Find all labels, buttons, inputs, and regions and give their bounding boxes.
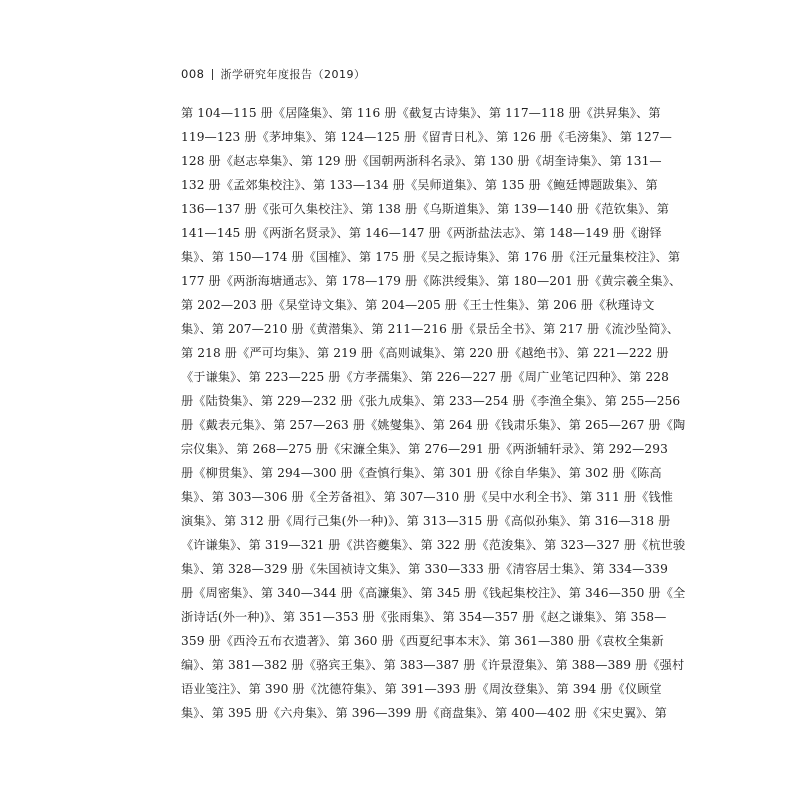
text-line: 册《周密集》、第 340—344 册《高濂集》、第 345 册《钱起集校注》、第 346—350 册《全	[181, 586, 686, 600]
text-line: 集》、第 303—306 册《全芳备祖》、第 307—310 册《吴中水利全书》、第 311 册《钱惟	[181, 490, 673, 504]
text-line: 第 202—203 册《杲堂诗文集》、第 204—205 册《王士性集》、第 206 册《秋瑾诗文	[181, 298, 655, 312]
text-line: 136—137 册《张可久集校注》、第 138 册《乌斯道集》、第 139—140 册《范钦集》、第	[181, 202, 670, 216]
text-line: 128 册《赵志皋集》、第 129 册《国朝两浙科名录》、第 130 册《胡奎诗集》、第 131—	[181, 154, 662, 168]
text-line: 册《戴表元集》、第 257—263 册《姚燮集》、第 264 册《钱肃乐集》、第 265—267 册《陶	[181, 418, 686, 432]
page-number: 008	[181, 67, 205, 81]
running-title: 浙学研究年度报告（2019）	[220, 68, 366, 81]
text-line: 集》、第 207—210 册《黄潜集》、第 211—216 册《景岳全书》、第 217 册《流沙坠简》、	[181, 322, 680, 336]
text-line: 编》、第 381—382 册《骆宾王集》、第 383—387 册《许景澄集》、第 388—389 册《强村	[181, 658, 685, 672]
body-paragraph	[181, 101, 686, 725]
text-line: 第 104—115 册《居隆集》、第 116 册《截复古诗集》、第 117—118 册《洪昇集》、第	[181, 106, 661, 120]
text-line: 集》、第 328—329 册《朱国祯诗文集》、第 330—333 册《清容居士集》、第 334—339	[181, 562, 668, 576]
text-line: 《于谦集》、第 223—225 册《方孝孺集》、第 226—227 册《周广业笔记四种》、第 228	[181, 370, 670, 384]
text-line: 集》、第 395 册《六舟集》、第 396—399 册《商盘集》、第 400—402 册《宋史翼》、第	[181, 706, 667, 720]
text-line: 集》、第 150—174 册《国榷》、第 175 册《吴之振诗集》、第 176 册《汪元量集校注》、第	[181, 250, 681, 264]
text-line: 第 218 册《严可均集》、第 219 册《高则诚集》、第 220 册《越绝书》、第 221—222 册	[181, 346, 669, 360]
text-line: 359 册《西泠五布衣遗著》、第 360 册《西夏纪事本末》、第 361—380 册《袁枚全集新	[181, 634, 664, 648]
text-line: 演集》、第 312 册《周行己集(外一种)》、第 313—315 册《高似孙集》、第 316—318 册	[181, 514, 671, 528]
header-divider	[212, 69, 213, 80]
running-header	[181, 64, 365, 84]
text-line: 119—123 册《茅坤集》、第 124—125 册《留青日札》、第 126 册《毛滂集》、第 127—	[181, 130, 672, 144]
text-line: 册《柳贯集》、第 294—300 册《查慎行集》、第 301 册《徐自华集》、第 302 册《陈高	[181, 466, 662, 480]
text-line: 语业笺注》、第 390 册《沈德符集》、第 391—393 册《周汝登集》、第 394 册《仪顾堂	[181, 682, 662, 696]
text-line: 141—145 册《两浙名贤录》、第 146—147 册《两浙盐法志》、第 148—149 册《谢铎	[181, 226, 662, 240]
text-line: 宗仪集》、第 268—275 册《宋濂全集》、第 276—291 册《两浙辅轩录》、第 292—293	[181, 442, 668, 456]
text-line: 浙诗话(外一种)》、第 351—353 册《张雨集》、第 354—357 册《赵之谦集》、第 358—	[181, 610, 667, 624]
text-line: 《许谦集》、第 319—321 册《洪咨夔集》、第 322 册《范浚集》、第 323—327 册《杭世骏	[181, 538, 686, 552]
text-line: 册《陆贽集》、第 229—232 册《张九成集》、第 233—254 册《李渔全集》、第 255—256	[181, 394, 681, 408]
text-line: 177 册《两浙海塘通志》、第 178—179 册《陈洪绶集》、第 180—201 册《黄宗羲全集》、	[181, 274, 682, 288]
text-line: 132 册《孟郊集校注》、第 133—134 册《吴师道集》、第 135 册《鲍廷博题跋集》、第	[181, 178, 658, 192]
